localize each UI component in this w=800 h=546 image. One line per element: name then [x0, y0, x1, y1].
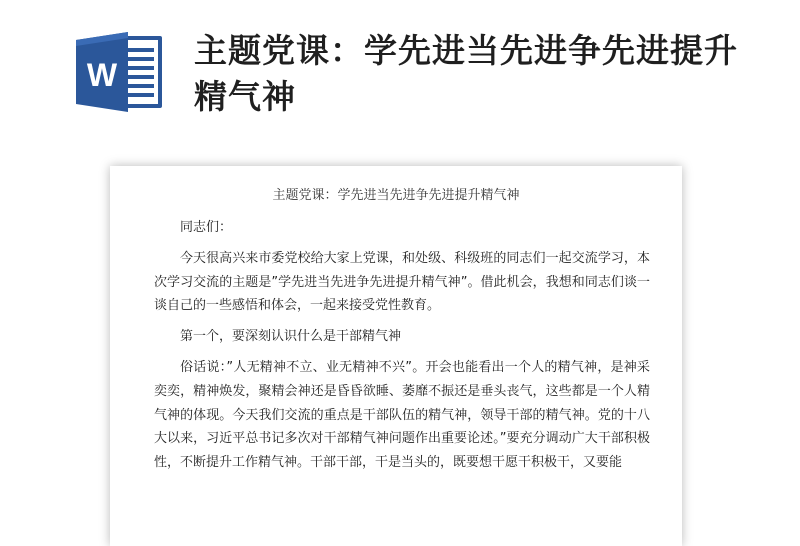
page-title: 主题党课：学先进当先进争先进提升精气神 — [194, 31, 738, 116]
document-heading: 主题党课：学先进当先进争先进提升精气神 — [272, 188, 520, 203]
document-page — [110, 166, 682, 546]
word-icon — [74, 30, 166, 114]
page-header — [0, 0, 800, 150]
paragraph-intro: 今天很高兴来市委党校给大家上党课，和处级、科级班的同志们一起交流学习，本次学习交流的主题是”学先进当先进争先进提升精气神”。借此机会，我想和同志们谈一谈自己的一些感悟和体会，一起来接受党性教育。 — [154, 250, 650, 314]
document-body — [154, 216, 650, 482]
paragraph-body: 俗话说：”人无精神不立、业无精神不兴”。开会也能看出一个人的精气神，是神采奕奕，精神焕发，聚精会神还是昏昏欲睡、萎靡不振还是垂头丧气，这些都是一个人精气神的体现。今天我们交流的重点是干部队伍的精气神，领导干部的精气神。党的十八大以来，习近平总书记多次对干部精气神问题作出重要论述。”要充分调动广大干部积极性，不断提升工作精气神。干部干部，干是当头的，既要想干愿干积极干，又要能 — [154, 359, 650, 471]
word-icon-letter: W — [86, 57, 118, 93]
paragraph-section-heading: 第一个，要深刻认识什么是干部精气神 — [180, 329, 402, 345]
paragraph-salutation: 同志们： — [180, 220, 233, 235]
